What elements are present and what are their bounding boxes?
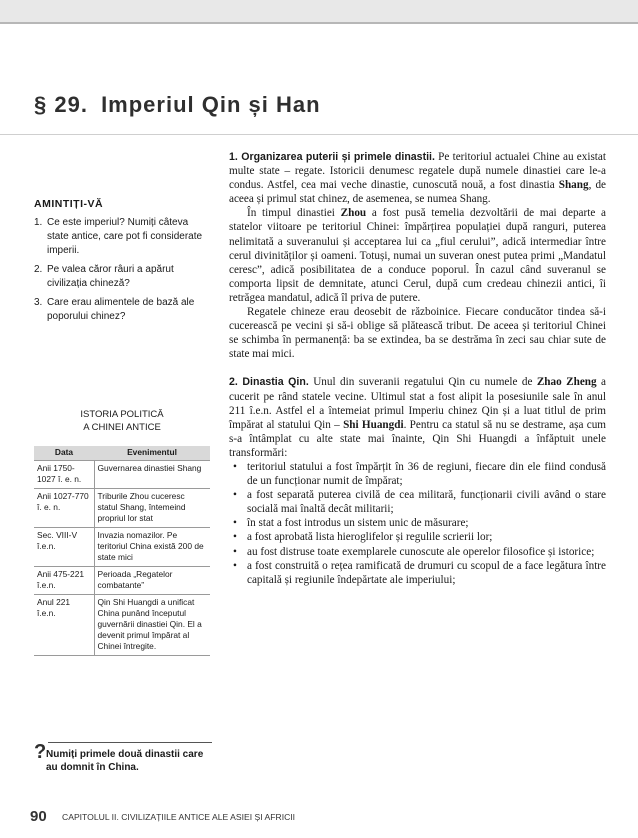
cell-event: Triburile Zhou cuceresc statul Shang, întemeind propriul lor stat (94, 488, 210, 527)
list-item-text: au fost distruse toate exemplarele cunoscute ale operelor filosofice și istorice; (247, 545, 595, 558)
history-table (34, 446, 210, 656)
cell-date: Anii 1027-770 î. e. n. (34, 488, 94, 527)
list-item-text: a fost aprobată lista hieroglifelor și regulile scrierii lor; (247, 531, 493, 544)
question-item (34, 296, 212, 324)
top-rule (0, 22, 638, 24)
list-item-text: a fost construită o rețea ramificată de drumuri cu scopul de a face legătura între capitală și regiunile îndepărtate ale imperiului; (247, 559, 606, 586)
bullet-icon: • (233, 559, 237, 572)
cell-date: Anii 475-221 î.e.n. (34, 566, 94, 594)
text-run: . Pentru ca statul să nu se destrame, așa cum s-a întâmplat cu alte state mai înainte, Qin Shi Huangdi a înfăptuit unele transformări: (229, 418, 606, 459)
question-mark-icon: ? (34, 741, 47, 763)
section1-paragraph2 (229, 206, 606, 305)
chapter-title (34, 92, 321, 118)
history-title-line1: ISTORIA POLITICĂ (80, 409, 164, 420)
table-header-row (34, 446, 210, 460)
list-item (229, 488, 606, 516)
text-run: Pe teritoriul actualei Chine au existat multe state – regate. Istoricii denumesc regatele după numele dinastiei care le-a condus. Astfel, cea mai veche dinastie, cunoscută nouă, a fost dinastia (229, 151, 606, 192)
cell-event: Qin Shi Huangdi a unificat China punând începutul guvernării dinastiei Qin. El a devenit primul împărat al Chinei întregite. (94, 594, 210, 655)
table-row (34, 460, 210, 488)
reforms-list (229, 460, 606, 587)
table-row (34, 527, 210, 566)
list-item-text: în stat a fost introdus un sistem unic de măsurare; (247, 517, 469, 530)
cell-event: Guvernarea dinastiei Shang (94, 460, 210, 488)
top-band (0, 0, 638, 22)
page-number: 90 (30, 808, 47, 825)
section-title: Imperiul Qin și Han (101, 92, 321, 117)
question-item (34, 216, 212, 258)
cell-event: Perioada „Regatelor combatante” (94, 566, 210, 594)
list-item-text: teritoriul statului a fost împărțit în 36 de regiuni, fiecare din ele fiind condusă de un funcționar numit de împărat; (247, 460, 606, 488)
text-run: , de aceea și primul stat chinez, de asemenea, se numea Shang. (229, 179, 606, 206)
column-header-event: Evenimentul (94, 446, 210, 460)
text-run: a cucerit pe rând statele vecine. Ultimul stat a fost alipit la posesiunile sale în anul 211 î.e.n. Astfel el a întemeiat primul Imperiu chinez Qin și a luat titlul de prim împărat al statului Qin – (229, 376, 606, 431)
question-box-text: Numiți primele două dinastii care au domnit în China. (46, 749, 204, 773)
bullet-icon: • (233, 489, 237, 502)
column-header-date: Data (34, 446, 94, 460)
bullet-icon: • (233, 460, 237, 473)
section2-paragraph1 (229, 375, 606, 460)
list-item (229, 516, 606, 530)
text-run: În timpul dinastiei (247, 207, 341, 220)
question-item (34, 263, 212, 291)
running-footer: CAPITOLUL II. CIVILIZAȚIILE ANTICE ALE ASIEI ȘI AFRICII (62, 812, 296, 822)
bullet-icon: • (233, 517, 237, 530)
history-table-title (34, 408, 210, 434)
cell-event: Invazia nomazilor. Pe teritoriul China există 200 de state mici (94, 527, 210, 566)
text-run: Unul din suveranii regatului Qin cu numele de (308, 376, 537, 389)
text-run: a fost pusă temelia dezvoltării de mai departe a statelor viitoare pe teritoriul Chinei: împărțirea populației după ranguri, puterea nelimitată a suveranului și acceptarea lui ca „fiul cerului”, adică intermediar între cerul divinităților și oameni. Totuși, numai un suveran onest putea primi „Mandatul ceresc”, adică posibilitatea de a conduce poporul. În cazul când suveranul se comporta lipsit de demnitate, atunci Cerul, după cum credeau chinezii antici, îi retrăgea mandatul, adică îl priva de putere. (229, 207, 606, 304)
title-rule (0, 134, 638, 135)
question-number: 1. (34, 217, 43, 228)
question-text: Ce este imperiul? Numiți câteva state antice, care pot fi considerate imperii. (47, 217, 203, 256)
list-item (229, 545, 606, 559)
section1-paragraph3: Regatele chineze erau deosebit de războinice. Fiecare conducător tindea să-i cucerească pe vecini și să-i oblige să plătească tribut. De aceea și teritoriul Chinei se schimba în permanență: ba se extindea, ba se destrăma în zeci sau chiar sute de state mai mici. (229, 306, 606, 361)
term-zhao-zheng: Zhao Zheng (536, 376, 597, 389)
term-zhou: Zhou (340, 207, 367, 220)
section1-paragraph1 (229, 150, 606, 206)
section-number: § 29. (34, 92, 88, 117)
question-box-rule (48, 742, 212, 743)
table-row (34, 594, 210, 655)
list-item (229, 460, 606, 488)
section1-heading: 1. Organizarea puterii și primele dinastii. (229, 151, 435, 163)
bullet-icon: • (233, 545, 237, 558)
cell-date: Anul 221 î.e.n. (34, 594, 94, 655)
remember-heading: AMINTIȚI-VĂ (34, 198, 104, 210)
cell-date: Sec. VIII-V î.e.n. (34, 527, 94, 566)
list-item (229, 559, 606, 587)
question-number: 3. (34, 297, 43, 308)
list-item-text: a fost separată puterea civilă de cea militară, funcționarii civili având o stare socială mai înaltă decât militarii; (247, 489, 606, 516)
main-text (229, 150, 606, 587)
term-shi-huangdi: Shi Huangdi (343, 418, 404, 431)
table-row (34, 566, 210, 594)
list-item (229, 530, 606, 544)
question-text: Pe valea căror râuri a apărut civilizația chineză? (47, 264, 174, 289)
section-gap (229, 361, 606, 375)
section2-heading: 2. Dinastia Qin. (229, 376, 309, 389)
cell-date: Anii 1750-1027 î. e. n. (34, 460, 94, 488)
bullet-icon: • (233, 531, 237, 544)
term-shang: Shang (558, 179, 589, 192)
question-number: 2. (34, 264, 43, 275)
history-title-line2: A CHINEI ANTICE (83, 422, 161, 433)
table-row (34, 488, 210, 527)
question-text: Care erau alimentele de bază ale poporului chinez? (47, 297, 195, 322)
remember-questions (34, 216, 212, 329)
